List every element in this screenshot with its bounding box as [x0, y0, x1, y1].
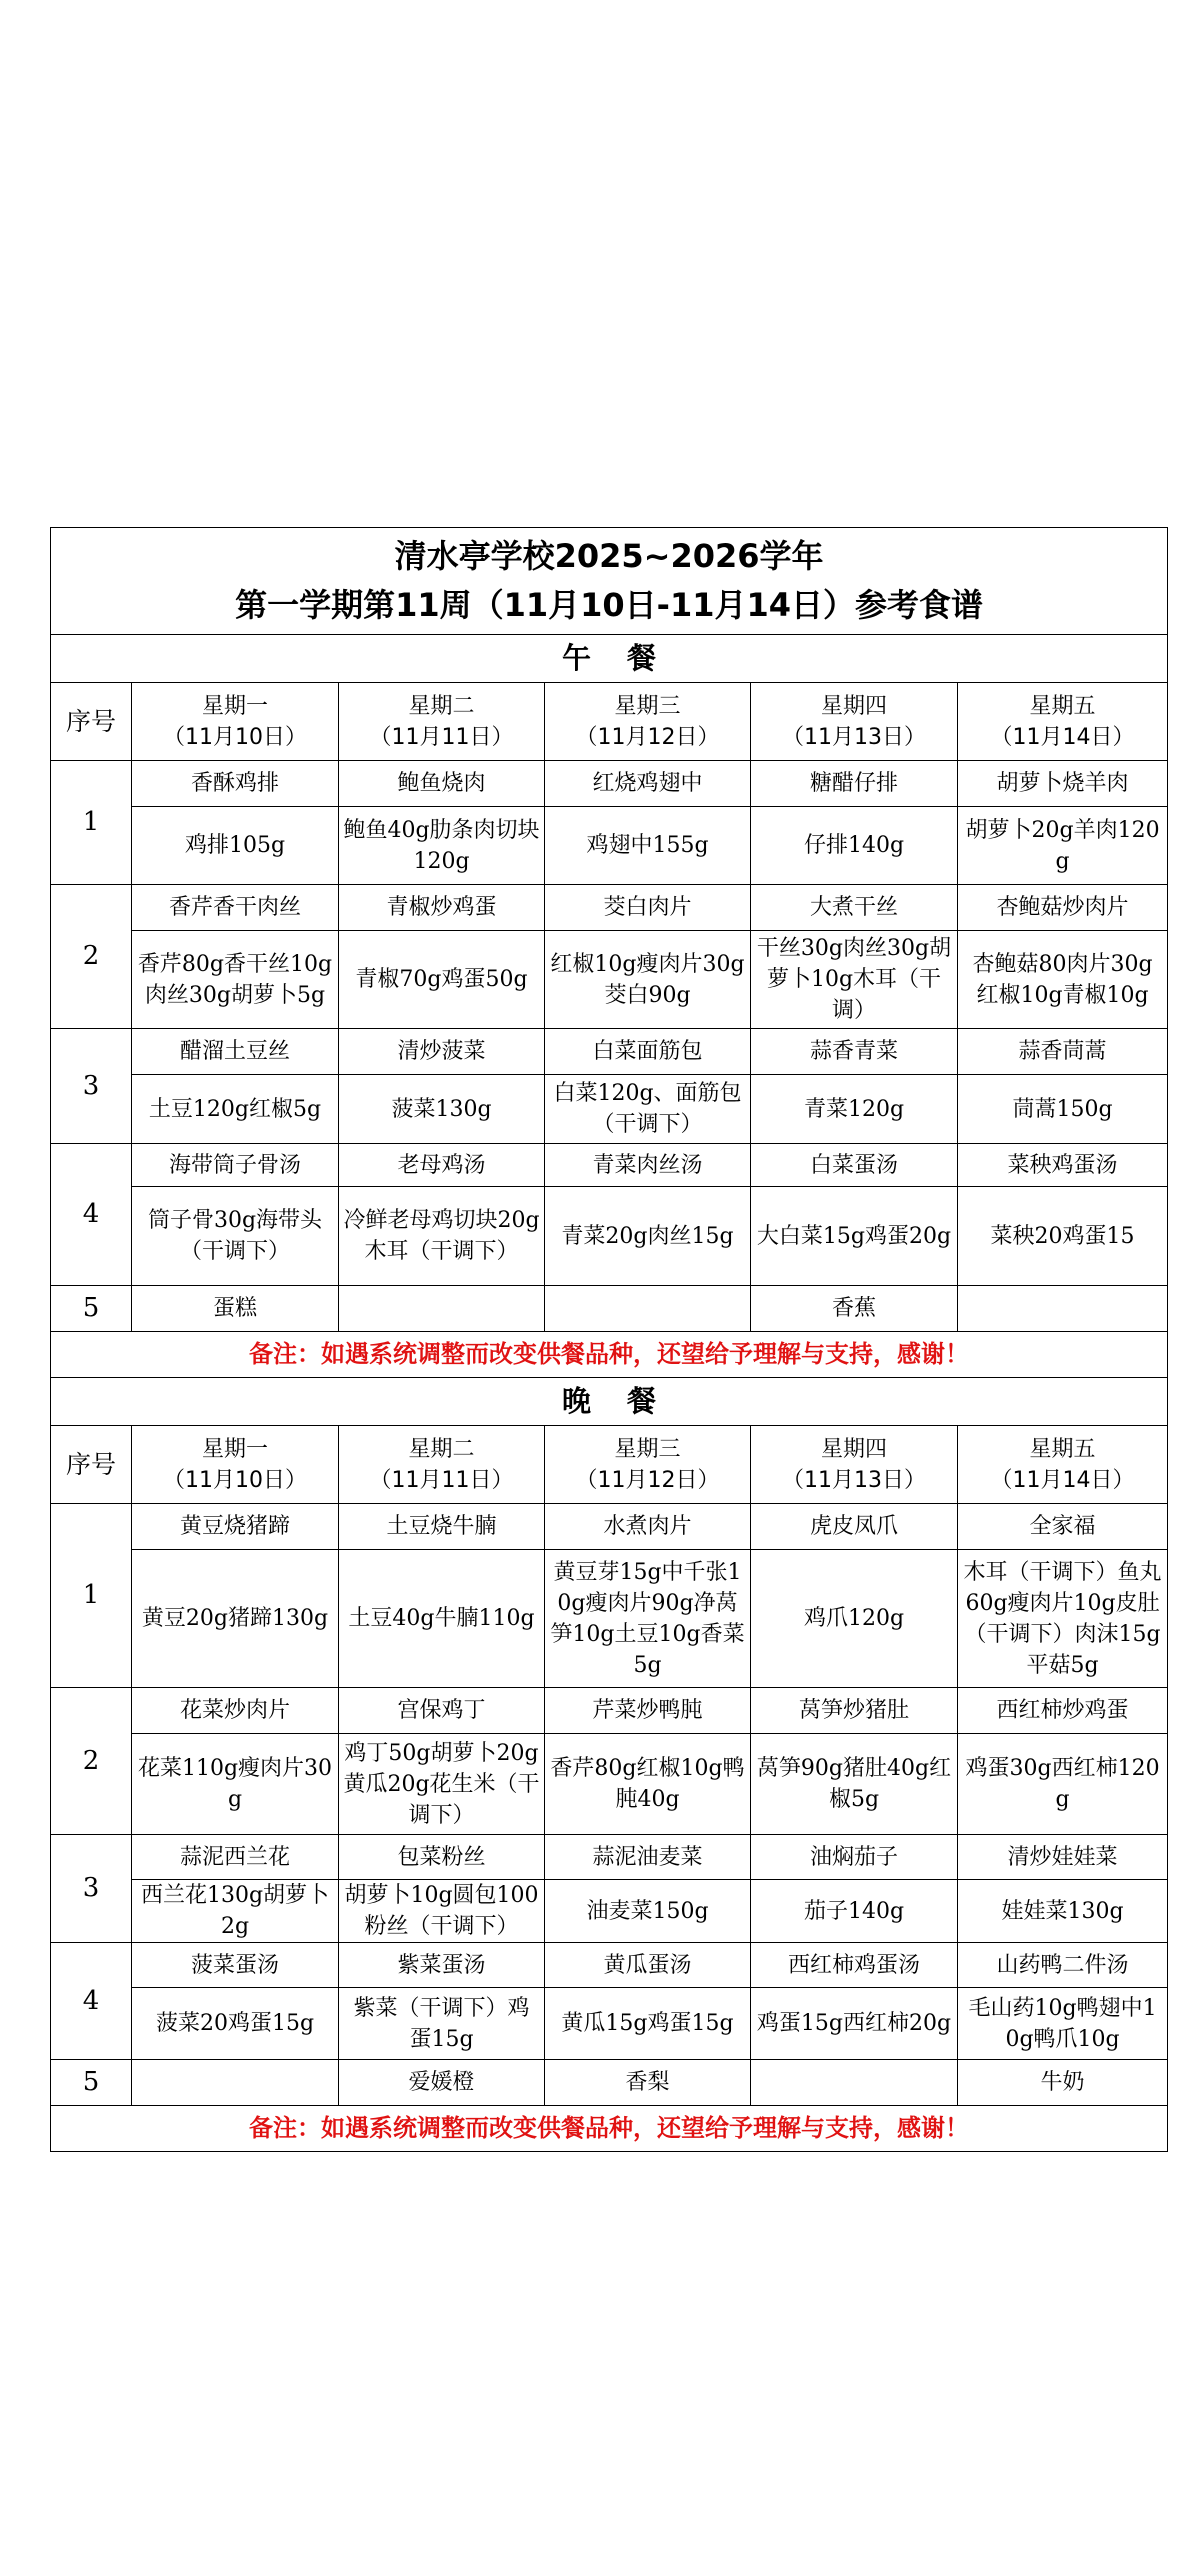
row-number: 2 [51, 1688, 132, 1835]
extra-item [751, 2060, 958, 2106]
lunch-row-5 [51, 1286, 1168, 1332]
ingredient-cell: 菠菜20鸡蛋15g [132, 1988, 339, 2060]
dish-name: 土豆烧牛腩 [339, 1504, 545, 1550]
day-header [339, 683, 545, 761]
dish-name: 蒜香茼蒿 [958, 1029, 1168, 1075]
dish-name: 青椒炒鸡蛋 [339, 885, 545, 931]
dinner-ingredient-row [51, 1988, 1168, 2060]
dinner-label-text: 晚餐 [562, 1384, 693, 1418]
day-date: （11月11日） [369, 1467, 514, 1493]
day-date: （11月10日） [163, 724, 307, 750]
day-date: （11月14日） [990, 724, 1135, 750]
extra-item: 牛奶 [958, 2060, 1168, 2106]
lunch-ingredient-row [51, 931, 1168, 1029]
dish-name: 青菜肉丝汤 [545, 1144, 751, 1187]
day-name: 星期一 [201, 693, 268, 719]
ingredient-cell: 香芹80g香干丝10g肉丝30g胡萝卜5g [132, 931, 339, 1029]
dish-name: 杏鲍菇炒肉片 [958, 885, 1168, 931]
lunch-dish-row [51, 1144, 1168, 1187]
extra-item: 蛋糕 [132, 1286, 339, 1332]
extra-item: 爱媛橙 [339, 2060, 545, 2106]
dish-name: 糖醋仔排 [751, 761, 958, 807]
day-name: 星期三 [614, 693, 681, 719]
lunch-section-label [51, 635, 1168, 683]
dish-name: 清炒菠菜 [339, 1029, 545, 1075]
ingredient-cell: 鸡翅中155g [545, 807, 751, 885]
dinner-dish-row [51, 1504, 1168, 1550]
dish-name: 清炒娃娃菜 [958, 1835, 1168, 1880]
ingredient-cell: 毛山药10g鸭翅中10g鸭爪10g [958, 1988, 1168, 2060]
ingredient-cell: 娃娃菜130g [958, 1880, 1168, 1943]
menu-title [51, 528, 1168, 635]
day-date: （11月13日） [782, 1467, 926, 1493]
ingredient-cell: 鸡蛋30g西红柿120g [958, 1734, 1168, 1835]
ingredient-cell: 青菜120g [751, 1075, 958, 1144]
day-header [751, 683, 958, 761]
lunch-ingredient-row [51, 1187, 1168, 1286]
dinner-ingredient-row [51, 1880, 1168, 1943]
lunch-note-row [51, 1332, 1168, 1378]
title-line-2: 第一学期第11周（11月10日-11月14日）参考食谱 [235, 586, 984, 624]
ingredient-cell: 油麦菜150g [545, 1880, 751, 1943]
dish-name: 菠菜蛋汤 [132, 1943, 339, 1988]
dinner-dish-row [51, 1688, 1168, 1734]
extra-item: 香蕉 [751, 1286, 958, 1332]
ingredient-cell: 杏鲍菇80肉片30g红椒10g青椒10g [958, 931, 1168, 1029]
dinner-ingredient-row [51, 1734, 1168, 1835]
ingredient-cell: 木耳（干调下）鱼丸60g瘦肉片10g皮肚（干调下）肉沫15g平菇5g [958, 1550, 1168, 1688]
day-header [339, 1426, 545, 1504]
row-number: 3 [51, 1029, 132, 1144]
title-line-1: 清水亭学校2025~2026学年 [394, 537, 824, 575]
ingredient-cell: 干丝30g肉丝30g胡萝卜10g木耳（干调） [751, 931, 958, 1029]
dish-name: 紫菜蛋汤 [339, 1943, 545, 1988]
row-number: 3 [51, 1835, 132, 1943]
ingredient-cell: 黄豆芽15g中千张10g瘦肉片90g净莴笋10g土豆10g香菜5g [545, 1550, 751, 1688]
menu-table [50, 527, 1168, 2152]
ingredient-cell: 白菜120g、面筋包（干调下） [545, 1075, 751, 1144]
dish-name: 花菜炒肉片 [132, 1688, 339, 1734]
dish-name: 油焖茄子 [751, 1835, 958, 1880]
dish-name: 老母鸡汤 [339, 1144, 545, 1187]
row-number: 5 [51, 1286, 132, 1332]
dinner-note-row [51, 2106, 1168, 2152]
lunch-header-row [51, 683, 1168, 761]
lunch-label-text: 午餐 [562, 641, 693, 675]
dish-name: 白菜面筋包 [545, 1029, 751, 1075]
dish-name: 水煮肉片 [545, 1504, 751, 1550]
dish-name: 大煮干丝 [751, 885, 958, 931]
row-number: 2 [51, 885, 132, 1029]
dinner-header-row [51, 1426, 1168, 1504]
dish-name: 海带筒子骨汤 [132, 1144, 339, 1187]
day-name: 星期一 [201, 1436, 268, 1462]
dish-name: 芹菜炒鸭肫 [545, 1688, 751, 1734]
ingredient-cell: 西兰花130g胡萝卜2g [132, 1880, 339, 1943]
ingredient-cell: 鸡爪120g [751, 1550, 958, 1688]
day-name: 星期四 [820, 693, 887, 719]
dish-name: 莴笋炒猪肚 [751, 1688, 958, 1734]
title-row [51, 528, 1168, 635]
ingredient-cell: 鸡蛋15g西红柿20g [751, 1988, 958, 2060]
day-header [958, 1426, 1168, 1504]
day-date: （11月10日） [163, 1467, 307, 1493]
dish-name: 虎皮凤爪 [751, 1504, 958, 1550]
dinner-dish-row [51, 1835, 1168, 1880]
dinner-dish-row [51, 1943, 1168, 1988]
row-number: 1 [51, 761, 132, 885]
dish-name: 蒜泥西兰花 [132, 1835, 339, 1880]
row-number: 4 [51, 1144, 132, 1286]
ingredient-cell: 菜秧20鸡蛋15 [958, 1187, 1168, 1286]
ingredient-cell: 胡萝卜10g圆包100粉丝（干调下） [339, 1880, 545, 1943]
dish-name: 茭白肉片 [545, 885, 751, 931]
dish-name: 蒜香青菜 [751, 1029, 958, 1075]
day-date: （11月12日） [575, 1467, 720, 1493]
day-name: 星期五 [1029, 693, 1096, 719]
day-date: （11月14日） [990, 1467, 1135, 1493]
dish-name: 包菜粉丝 [339, 1835, 545, 1880]
row-number: 5 [51, 2060, 132, 2106]
dish-name: 宫保鸡丁 [339, 1688, 545, 1734]
dish-name: 红烧鸡翅中 [545, 761, 751, 807]
ingredient-cell: 土豆40g牛腩110g [339, 1550, 545, 1688]
day-name: 星期二 [408, 693, 475, 719]
dinner-ingredient-row [51, 1550, 1168, 1688]
day-date: （11月12日） [575, 724, 720, 750]
dish-name: 山药鸭二件汤 [958, 1943, 1168, 1988]
day-name: 星期三 [614, 1436, 681, 1462]
ingredient-cell: 胡萝卜20g羊肉120g [958, 807, 1168, 885]
ingredient-cell: 青椒70g鸡蛋50g [339, 931, 545, 1029]
day-header [545, 1426, 751, 1504]
ingredient-cell: 鸡排105g [132, 807, 339, 885]
day-date: （11月13日） [782, 724, 926, 750]
ingredient-cell: 黄瓜15g鸡蛋15g [545, 1988, 751, 2060]
ingredient-cell: 香芹80g红椒10g鸭肫40g [545, 1734, 751, 1835]
ingredient-cell: 鲍鱼40g肋条肉切块120g [339, 807, 545, 885]
extra-item [132, 2060, 339, 2106]
ingredient-cell: 筒子骨30g海带头（干调下） [132, 1187, 339, 1286]
dish-name: 醋溜土豆丝 [132, 1029, 339, 1075]
row-number: 4 [51, 1943, 132, 2060]
ingredient-cell: 鸡丁50g胡萝卜20g黄瓜20g花生米（干调下） [339, 1734, 545, 1835]
lunch-ingredient-row [51, 807, 1168, 885]
dish-name: 黄瓜蛋汤 [545, 1943, 751, 1988]
day-header [751, 1426, 958, 1504]
note-text: 备注：如遇系统调整而改变供餐品种，还望给予理解与支持，感谢！ [51, 1332, 1168, 1378]
lunch-dish-row [51, 885, 1168, 931]
ingredient-cell: 土豆120g红椒5g [132, 1075, 339, 1144]
day-header [958, 683, 1168, 761]
dish-name: 西红柿炒鸡蛋 [958, 1688, 1168, 1734]
day-header [545, 683, 751, 761]
dish-name: 胡萝卜烧羊肉 [958, 761, 1168, 807]
ingredient-cell: 紫菜（干调下）鸡蛋15g [339, 1988, 545, 2060]
extra-item [545, 1286, 751, 1332]
dinner-row-5 [51, 2060, 1168, 2106]
extra-item: 香梨 [545, 2060, 751, 2106]
ingredient-cell: 莴笋90g猪肚40g红椒5g [751, 1734, 958, 1835]
dish-name: 黄豆烧猪蹄 [132, 1504, 339, 1550]
dinner-section-label [51, 1378, 1168, 1426]
day-name: 星期二 [408, 1436, 475, 1462]
dish-name: 西红柿鸡蛋汤 [751, 1943, 958, 1988]
day-date: （11月11日） [369, 724, 514, 750]
dish-name: 蒜泥油麦菜 [545, 1835, 751, 1880]
dinner-section-row [51, 1378, 1168, 1426]
dish-name: 香酥鸡排 [132, 761, 339, 807]
seq-header: 序号 [51, 683, 132, 761]
dish-name: 全家福 [958, 1504, 1168, 1550]
lunch-dish-row [51, 761, 1168, 807]
ingredient-cell: 大白菜15g鸡蛋20g [751, 1187, 958, 1286]
ingredient-cell: 花菜110g瘦肉片30g [132, 1734, 339, 1835]
extra-item [958, 1286, 1168, 1332]
dish-name: 菜秧鸡蛋汤 [958, 1144, 1168, 1187]
dish-name: 香芹香干肉丝 [132, 885, 339, 931]
ingredient-cell: 菠菜130g [339, 1075, 545, 1144]
ingredient-cell: 仔排140g [751, 807, 958, 885]
day-name: 星期五 [1029, 1436, 1096, 1462]
day-header [132, 683, 339, 761]
ingredient-cell: 茄子140g [751, 1880, 958, 1943]
lunch-section-row [51, 635, 1168, 683]
ingredient-cell: 茼蒿150g [958, 1075, 1168, 1144]
dish-name: 白菜蛋汤 [751, 1144, 958, 1187]
ingredient-cell: 红椒10g瘦肉片30g茭白90g [545, 931, 751, 1029]
extra-item [339, 1286, 545, 1332]
ingredient-cell: 冷鲜老母鸡切块20g木耳（干调下） [339, 1187, 545, 1286]
lunch-dish-row [51, 1029, 1168, 1075]
lunch-ingredient-row [51, 1075, 1168, 1144]
ingredient-cell: 青菜20g肉丝15g [545, 1187, 751, 1286]
day-name: 星期四 [820, 1436, 887, 1462]
row-number: 1 [51, 1504, 132, 1688]
ingredient-cell: 黄豆20g猪蹄130g [132, 1550, 339, 1688]
seq-header: 序号 [51, 1426, 132, 1504]
dish-name: 鲍鱼烧肉 [339, 761, 545, 807]
day-header [132, 1426, 339, 1504]
note-text: 备注：如遇系统调整而改变供餐品种，还望给予理解与支持，感谢！ [51, 2106, 1168, 2152]
